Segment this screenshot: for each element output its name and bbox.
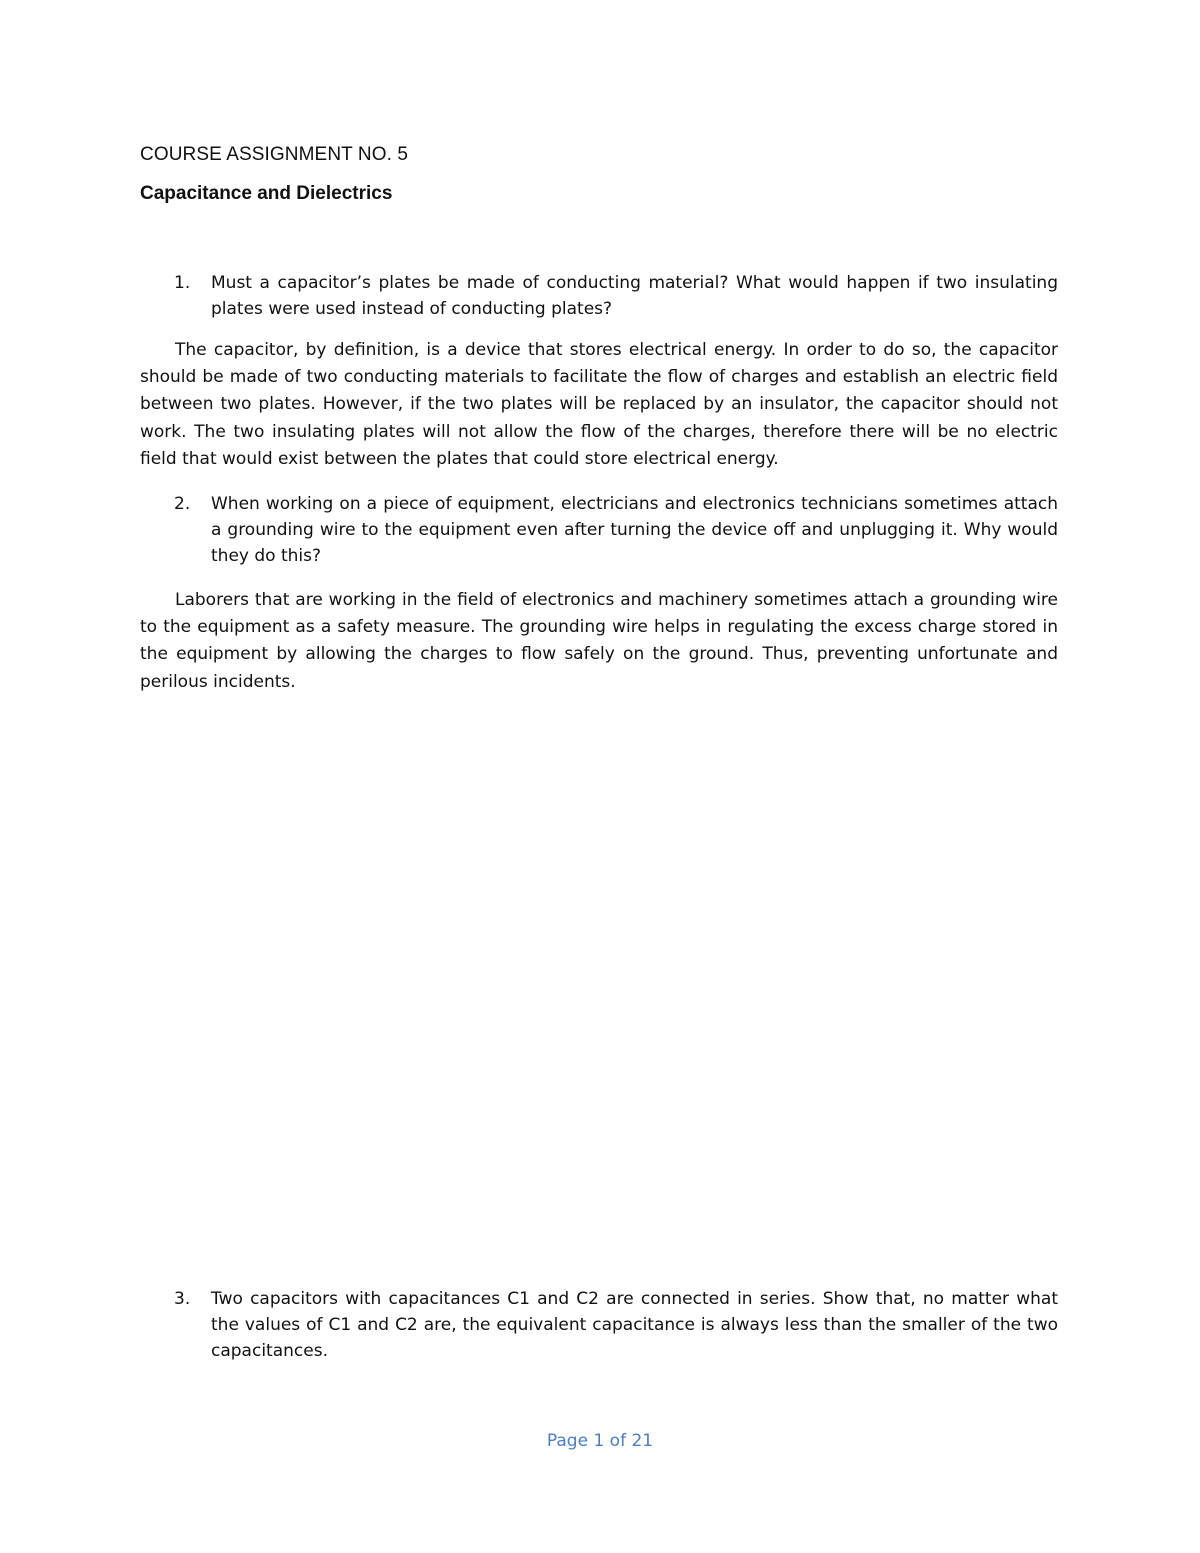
question-text: When working on a piece of equipment, electricians and electronics technicians sometimes attach a grounding wire to the equipment even after turning the device off and unplugging it. Why would they do this?: [211, 494, 1058, 566]
question-1: [140, 270, 1058, 322]
question-text: Two capacitors with capacitances C1 and C2 are connected in series. Show that, no matter what the values of C1 and C2 are, the equivalent capacitance is always less than the smaller of the two capacitances.: [211, 1289, 1058, 1361]
answer-2: Laborers that are working in the field of electronics and machinery sometimes attach a grounding wire to the equipment as a safety measure. The grounding wire helps in regulating the excess charge stored in the equipment by allowing the charges to flow safely on the ground. Thus, preventing unfortunate and perilous incidents.: [140, 590, 1058, 692]
document-subtitle: Capacitance and Dielectrics: [140, 183, 393, 204]
question-number: 2.: [174, 494, 191, 514]
question-2: [140, 491, 1058, 569]
question-number: 1.: [174, 273, 191, 293]
question-number: 3.: [174, 1289, 191, 1309]
answer-1: The capacitor, by definition, is a device that stores electrical energy. In order to do so, the capacitor should be made of two conducting materials to facilitate the flow of charges and establish an electric field between two plates. However, if the two plates will be replaced by an insulator, the capacitor should not work. The two insulating plates will not allow the flow of the charges, therefore there will be no electric field that would exist between the plates that could store electrical energy.: [140, 340, 1058, 469]
question-text: Must a capacitor’s plates be made of conducting material? What would happen if two insulating plates were used instead of conducting plates?: [211, 273, 1058, 319]
question-3: [140, 1286, 1058, 1364]
document-title: COURSE ASSIGNMENT NO. 5: [140, 144, 409, 165]
page-number-footer: Page 1 of 21: [546, 1431, 654, 1451]
